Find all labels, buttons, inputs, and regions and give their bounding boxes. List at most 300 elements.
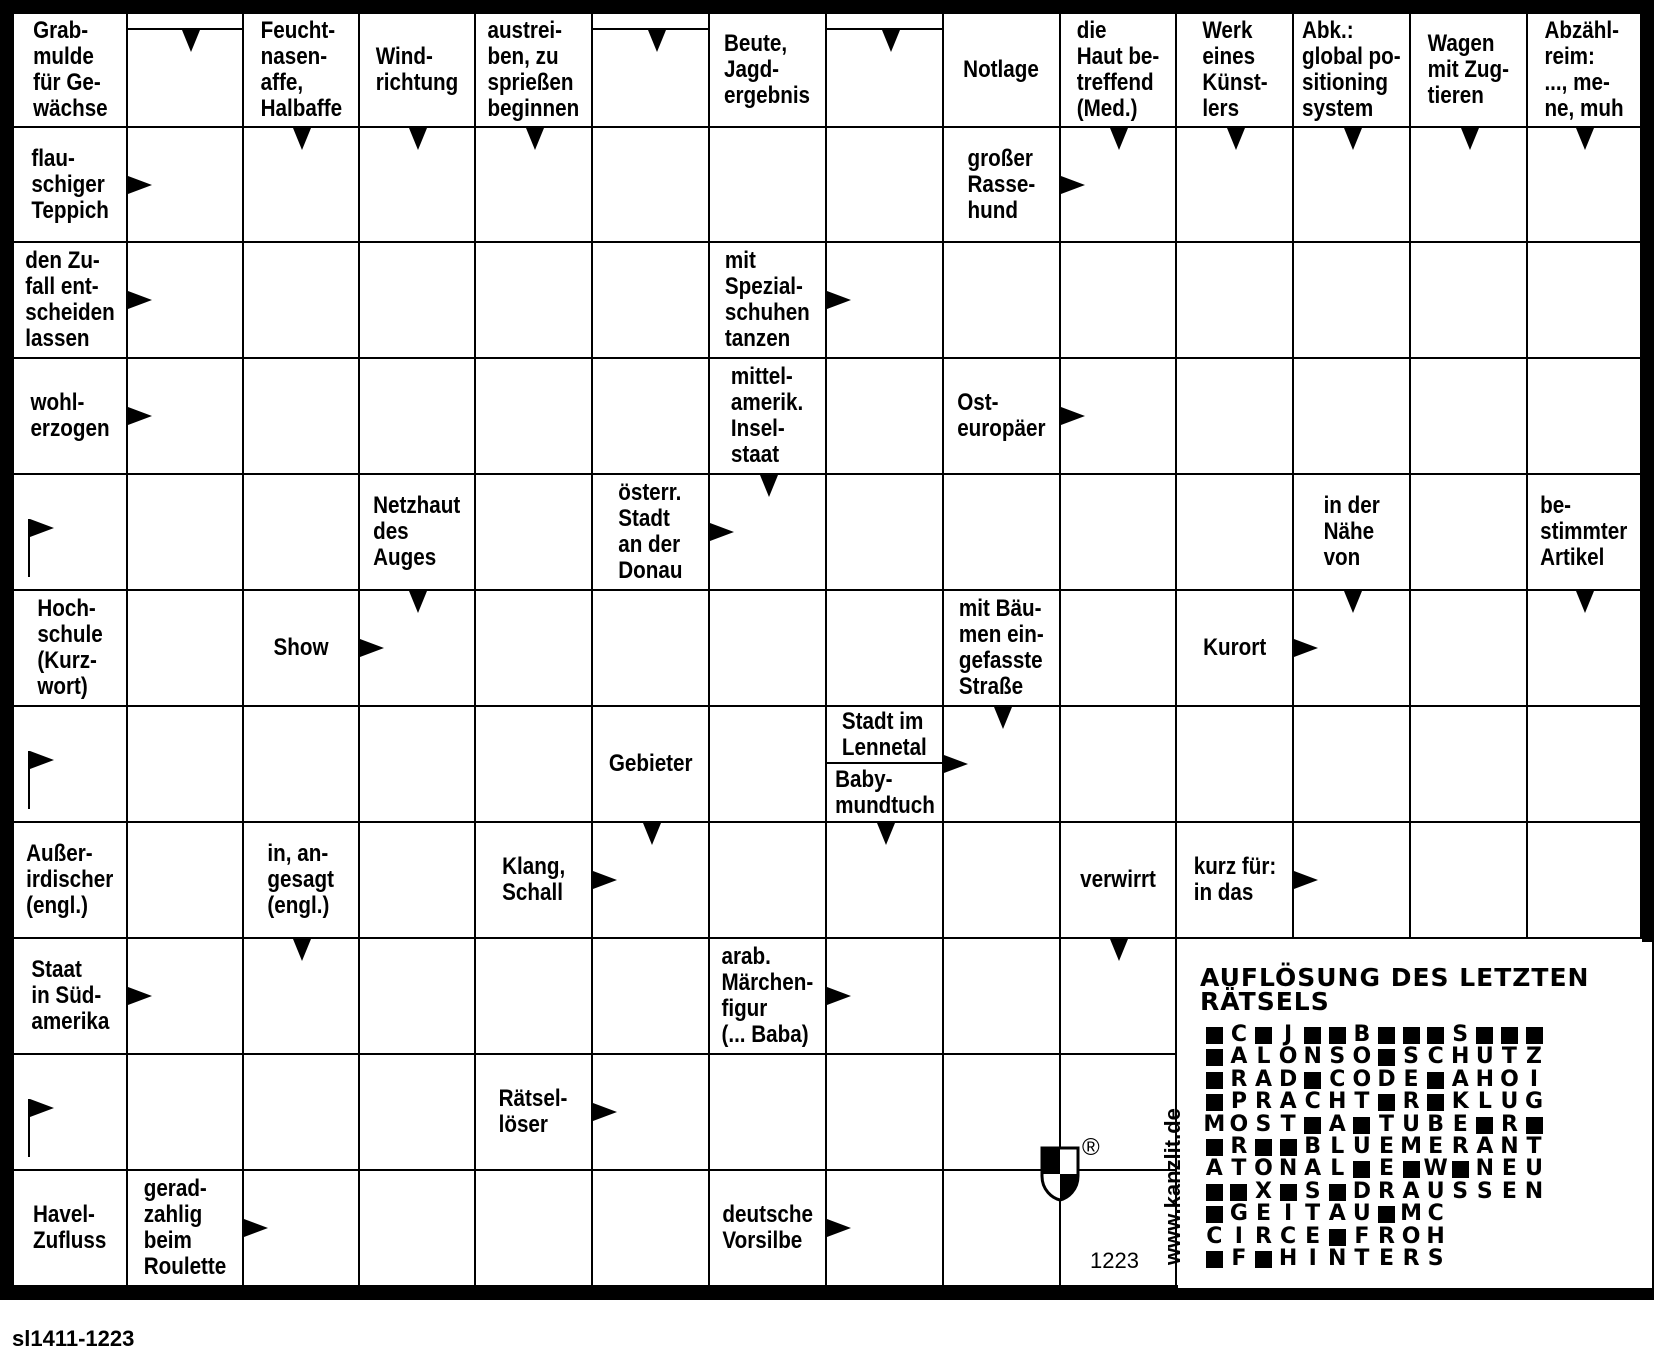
clue-text: den Zu- fall ent- scheiden lassen xyxy=(25,247,115,352)
answer-cell[interactable] xyxy=(827,475,942,589)
solution-letter: O xyxy=(1254,1156,1273,1182)
solution-letter: R xyxy=(1255,1223,1272,1249)
solution-letter: N xyxy=(1328,1245,1347,1271)
arrow-down-icon xyxy=(182,30,200,52)
answer-cell[interactable] xyxy=(944,939,1059,1053)
clue-text: austrei- ben, zu sprießen beginnen xyxy=(487,17,580,122)
solution-block xyxy=(1206,1094,1223,1111)
answer-cell[interactable] xyxy=(944,823,1059,937)
clue-cell xyxy=(244,14,358,126)
clue-text: Kurort xyxy=(1202,634,1267,661)
solution-letter: C xyxy=(1304,1089,1321,1115)
solution-block xyxy=(1206,1251,1223,1268)
clue-cell xyxy=(1177,591,1292,705)
solution-block xyxy=(1230,1184,1247,1201)
solution-letter: J xyxy=(1283,1022,1293,1047)
solution-block xyxy=(1427,1072,1444,1089)
arrow-right-icon xyxy=(1061,407,1085,425)
solution-block xyxy=(1329,1229,1346,1246)
answer-cell[interactable] xyxy=(360,243,474,357)
solution-letter: K xyxy=(1451,1089,1469,1115)
solution-block xyxy=(1526,1027,1543,1044)
clue-cell xyxy=(14,823,126,937)
clue-cell xyxy=(244,591,358,705)
arrow-down-icon xyxy=(877,823,895,845)
flag-arrow-icon xyxy=(28,1099,30,1157)
clue-text: in der Nähe von xyxy=(1323,492,1380,571)
arrow-right-icon xyxy=(710,523,734,541)
solution-block xyxy=(1378,1094,1395,1111)
arrow-down-icon xyxy=(1110,939,1128,961)
solution-letter: O xyxy=(1352,1044,1372,1070)
solution-letter: X xyxy=(1255,1178,1272,1204)
clue-cell xyxy=(710,939,825,1053)
solution-letter: R xyxy=(1402,1245,1420,1271)
answer-cell[interactable] xyxy=(128,475,242,589)
solution-letter: C xyxy=(1427,1044,1444,1070)
solution-letter: B xyxy=(1353,1022,1371,1047)
solution-block xyxy=(1255,1251,1272,1268)
solution-letter: C xyxy=(1206,1223,1223,1249)
arrow-right-icon xyxy=(827,1219,851,1237)
answer-cell[interactable] xyxy=(593,939,708,1053)
solution-letter: C xyxy=(1329,1066,1346,1092)
clue-text: Netzhaut des Auges xyxy=(373,492,461,571)
solution-block xyxy=(1476,1027,1493,1044)
arrow-right-icon xyxy=(128,291,152,309)
solution-letter: T xyxy=(1231,1156,1247,1182)
solution-letter: A xyxy=(1451,1066,1469,1092)
arrow-down-icon xyxy=(293,128,311,150)
answer-cell[interactable] xyxy=(360,707,474,821)
arrow-right-icon xyxy=(593,1103,617,1121)
solution-letter: O xyxy=(1401,1223,1421,1249)
solution-letter: M xyxy=(1400,1133,1422,1159)
clue-text: Werk eines Künst- lers xyxy=(1201,17,1268,122)
solution-letter: A xyxy=(1205,1156,1223,1182)
solution-letter: N xyxy=(1524,1178,1544,1204)
clue-text: verwirrt xyxy=(1080,866,1156,893)
clue-text: gerad- zahlig beim Roulette xyxy=(143,1175,227,1280)
answer-cell[interactable] xyxy=(360,1055,474,1169)
solution-letter: E xyxy=(1255,1201,1271,1227)
arrow-down-icon xyxy=(1576,128,1594,150)
answer-cell[interactable] xyxy=(244,243,358,357)
solution-letter: S xyxy=(1255,1111,1272,1137)
answer-cell[interactable] xyxy=(1177,475,1292,589)
footer-code: sl1411-1223 xyxy=(12,1326,135,1351)
clue-cell xyxy=(14,591,126,705)
solution-row xyxy=(1202,1046,1546,1068)
solution-letter: H xyxy=(1451,1044,1470,1070)
solution-row xyxy=(1202,1178,1546,1204)
solution-row xyxy=(1202,1111,1546,1137)
arrow-right-icon xyxy=(1294,639,1318,657)
arrow-down-icon xyxy=(1110,128,1128,150)
answer-cell[interactable] xyxy=(944,243,1059,357)
clue-text: kurz für: in das xyxy=(1193,853,1276,906)
clue-cell xyxy=(14,243,126,357)
solution-letter: A xyxy=(1402,1178,1420,1204)
clue-cell xyxy=(944,14,1059,126)
arrow-down-icon xyxy=(648,30,666,52)
solution-letter: B xyxy=(1304,1133,1322,1159)
clue-text-bottom: Baby- mundtuch xyxy=(834,765,935,819)
solution-letter: F xyxy=(1231,1245,1247,1271)
solution-block xyxy=(1329,1184,1346,1201)
clue-text: mittel- amerik. Insel- staat xyxy=(731,363,804,468)
answer-cell[interactable] xyxy=(710,1055,825,1169)
solution-letter: I xyxy=(1234,1223,1243,1249)
solution-letter: T xyxy=(1305,1201,1321,1227)
arrow-down-icon xyxy=(1576,591,1594,613)
solution-letter: G xyxy=(1229,1201,1248,1227)
solution-letter: T xyxy=(1280,1111,1296,1137)
answer-cell[interactable] xyxy=(827,359,942,473)
clue-text: Grab- mulde für Ge- wächse xyxy=(32,17,108,122)
solution-block xyxy=(1304,1072,1321,1089)
solution-letter: D xyxy=(1352,1178,1371,1204)
solution-letter: O xyxy=(1229,1111,1249,1137)
solution-block xyxy=(1353,1161,1370,1178)
solution-letter: U xyxy=(1525,1156,1543,1182)
solution-block xyxy=(1353,1117,1370,1134)
answer-cell[interactable] xyxy=(1411,475,1526,589)
solution-letter: S xyxy=(1304,1178,1321,1204)
answer-cell[interactable] xyxy=(1528,823,1640,937)
registered-mark: ® xyxy=(1082,1134,1100,1161)
answer-cell[interactable] xyxy=(1061,243,1175,357)
clue-cell xyxy=(14,14,126,126)
solution-row xyxy=(1202,1091,1546,1113)
clue-text: die Haut be- treffend (Med.) xyxy=(1076,17,1160,122)
answer-cell[interactable] xyxy=(593,243,708,357)
arrow-right-icon xyxy=(128,176,152,194)
solution-letter: R xyxy=(1377,1178,1395,1204)
answer-cell[interactable] xyxy=(1411,707,1526,821)
clue-text: Hoch- schule (Kurz- wort) xyxy=(37,595,103,700)
clue-cell xyxy=(476,1055,591,1169)
arrow-down-icon xyxy=(526,128,544,150)
solution-letter: A xyxy=(1304,1156,1322,1182)
arrow-down-icon xyxy=(409,591,427,613)
solution-block xyxy=(1427,1094,1444,1111)
kanzlit-logo xyxy=(1040,1146,1080,1202)
answer-cell[interactable] xyxy=(1411,243,1526,357)
clue-text: flau- schiger Teppich xyxy=(31,144,109,224)
clue-text: wohl- erzogen xyxy=(30,389,110,442)
solution-letter: I xyxy=(1529,1066,1539,1092)
answer-cell[interactable] xyxy=(827,1055,942,1169)
answer-cell[interactable] xyxy=(1177,359,1292,473)
answer-cell[interactable] xyxy=(476,475,591,589)
solution-block xyxy=(1206,1072,1223,1089)
answer-cell[interactable] xyxy=(244,707,358,821)
answer-cell[interactable] xyxy=(1411,823,1526,937)
clue-text: Ost- europäer xyxy=(957,389,1046,442)
solution-letter: R xyxy=(1230,1066,1248,1092)
solution-letter: U xyxy=(1475,1044,1494,1070)
solution-block xyxy=(1255,1027,1272,1044)
answer-cell[interactable] xyxy=(476,939,591,1053)
clue-cell xyxy=(14,359,126,473)
answer-cell[interactable] xyxy=(128,1055,242,1169)
solution-letter: E xyxy=(1305,1223,1321,1249)
answer-cell[interactable] xyxy=(1411,359,1526,473)
solution-title: AUFLÖSUNG DES LETZTEN RÄTSELS xyxy=(1200,963,1590,1016)
arrow-down-icon xyxy=(643,823,661,845)
clue-text: Show xyxy=(273,634,329,661)
arrow-down-icon xyxy=(293,939,311,961)
solution-letter: S xyxy=(1427,1245,1444,1271)
solution-letter: C xyxy=(1230,1022,1247,1047)
clue-text: Gebieter xyxy=(608,750,693,777)
answer-cell[interactable] xyxy=(710,128,825,241)
clue-cell xyxy=(1294,14,1409,126)
solution-letter: S xyxy=(1476,1178,1493,1204)
solution-letter: U xyxy=(1352,1133,1371,1159)
solution-letter: I xyxy=(1283,1201,1293,1227)
solution-letter: E xyxy=(1378,1245,1394,1271)
answer-cell[interactable] xyxy=(360,1171,474,1285)
solution-block xyxy=(1378,1206,1395,1223)
answer-cell[interactable] xyxy=(1061,591,1175,705)
clue-text: Notlage xyxy=(963,56,1040,83)
solution-block xyxy=(1427,1027,1444,1044)
solution-panel xyxy=(1178,942,1652,1288)
answer-cell[interactable] xyxy=(593,128,708,241)
solution-letter: L xyxy=(1477,1089,1492,1115)
solution-row xyxy=(1202,1223,1546,1249)
clue-cell xyxy=(476,14,591,126)
clue-cell xyxy=(128,1171,242,1285)
solution-letter: Z xyxy=(1526,1044,1542,1070)
arrow-right-icon xyxy=(128,987,152,1005)
solution-letter: N xyxy=(1278,1156,1298,1182)
answer-cell[interactable] xyxy=(360,939,474,1053)
solution-letter: D xyxy=(1278,1066,1298,1092)
clue-cell xyxy=(1528,475,1640,589)
solution-block xyxy=(1378,1027,1395,1044)
solution-letter: R xyxy=(1500,1111,1518,1137)
clue-text: Abk.: global po- sitioning system xyxy=(1302,17,1401,122)
clue-text: Außer- irdischer (engl.) xyxy=(26,840,114,919)
answer-cell[interactable] xyxy=(710,823,825,937)
answer-cell[interactable] xyxy=(128,707,242,821)
clue-cell xyxy=(1411,14,1526,126)
clue-cell xyxy=(14,939,126,1053)
answer-cell[interactable] xyxy=(1411,591,1526,705)
solution-letter: N xyxy=(1303,1044,1322,1070)
solution-letter: S xyxy=(1452,1178,1469,1204)
clue-text: Klang, Schall xyxy=(501,853,566,906)
answer-cell[interactable] xyxy=(944,475,1059,589)
solution-block xyxy=(1206,1206,1223,1223)
answer-cell[interactable] xyxy=(710,591,825,705)
solution-block xyxy=(1206,1049,1223,1066)
clue-cell xyxy=(1294,475,1409,589)
clue-text: Beute, Jagd- ergebnis xyxy=(724,30,811,109)
answer-cell[interactable] xyxy=(1294,707,1409,821)
answer-cell[interactable] xyxy=(1528,243,1640,357)
solution-block xyxy=(1304,1117,1321,1134)
solution-letter: S xyxy=(1403,1044,1419,1070)
solution-letter: G xyxy=(1524,1089,1544,1115)
solution-block xyxy=(1255,1139,1272,1156)
solution-block xyxy=(1304,1027,1321,1044)
answer-cell[interactable] xyxy=(1294,359,1409,473)
answer-cell[interactable] xyxy=(593,591,708,705)
solution-block xyxy=(1403,1027,1420,1044)
solution-letter: U xyxy=(1402,1111,1420,1137)
clue-cell xyxy=(710,1171,825,1285)
clue-text: großer Rasse- hund xyxy=(967,144,1036,224)
solution-letter: H xyxy=(1426,1223,1445,1249)
solution-letter: H xyxy=(1475,1066,1495,1092)
arrow-right-icon xyxy=(827,291,851,309)
answer-cell[interactable] xyxy=(244,359,358,473)
arrow-down-icon xyxy=(1227,128,1245,150)
solution-letter: A xyxy=(1476,1133,1494,1159)
solution-block xyxy=(1378,1049,1395,1066)
solution-row xyxy=(1202,1245,1546,1271)
solution-letter: M xyxy=(1203,1111,1226,1137)
answer-cell[interactable] xyxy=(1177,243,1292,357)
answer-cell[interactable] xyxy=(1528,359,1640,473)
solution-letter: T xyxy=(1378,1111,1394,1137)
arrow-right-icon xyxy=(1061,176,1085,194)
solution-letter: U xyxy=(1352,1201,1371,1227)
solution-letter: O xyxy=(1500,1066,1519,1092)
clue-cell xyxy=(944,591,1059,705)
solution-letter: R xyxy=(1451,1133,1469,1159)
answer-cell[interactable] xyxy=(476,591,591,705)
solution-letter: T xyxy=(1354,1089,1370,1115)
clue-cell xyxy=(1061,14,1175,126)
answer-cell[interactable] xyxy=(476,243,591,357)
answer-cell[interactable] xyxy=(827,591,942,705)
solution-row xyxy=(1202,1024,1546,1046)
arrow-down-icon xyxy=(1461,128,1479,150)
solution-letter: L xyxy=(1330,1156,1345,1182)
clue-cell xyxy=(476,823,591,937)
solution-block xyxy=(1206,1184,1223,1201)
solution-block xyxy=(1526,1117,1543,1134)
answer-cell[interactable] xyxy=(1528,707,1640,821)
clue-cell xyxy=(360,475,474,589)
solution-letter: H xyxy=(1278,1245,1298,1271)
solution-block xyxy=(1501,1027,1518,1044)
solution-block xyxy=(1476,1117,1493,1134)
answer-cell[interactable] xyxy=(593,1171,708,1285)
answer-cell[interactable] xyxy=(476,359,591,473)
solution-letter: R xyxy=(1255,1089,1272,1115)
arrow-right-icon xyxy=(944,755,968,773)
answer-cell[interactable] xyxy=(827,128,942,241)
clue-text: Abzähl- reim: ..., me- ne, muh xyxy=(1544,17,1624,122)
solution-grid xyxy=(1202,1024,1546,1270)
clue-cell xyxy=(14,128,126,241)
solution-letter: W xyxy=(1423,1156,1448,1182)
solution-letter: N xyxy=(1475,1156,1495,1182)
solution-letter: E xyxy=(1403,1066,1419,1092)
clue-text-top: Stadt im Lennetal xyxy=(842,707,927,761)
answer-cell[interactable] xyxy=(128,823,242,937)
clue-cell xyxy=(944,359,1059,473)
answer-cell[interactable] xyxy=(1294,243,1409,357)
answer-cell[interactable] xyxy=(360,359,474,473)
solution-letter: E xyxy=(1501,1178,1517,1204)
solution-letter: S xyxy=(1452,1022,1469,1047)
answer-cell[interactable] xyxy=(128,591,242,705)
clue-text: österr. Stadt an der Donau xyxy=(618,479,683,584)
answer-cell[interactable] xyxy=(1177,707,1292,821)
clue-cell xyxy=(244,823,358,937)
flag-arrow-icon xyxy=(28,519,30,577)
solution-letter: I xyxy=(1308,1245,1317,1271)
answer-cell[interactable] xyxy=(360,823,474,937)
clue-cell xyxy=(14,1171,126,1285)
answer-cell[interactable] xyxy=(244,475,358,589)
arrow-right-icon xyxy=(360,639,384,657)
solution-block xyxy=(1206,1139,1223,1156)
arrow-down-icon xyxy=(1344,591,1362,613)
arrow-right-icon xyxy=(1294,871,1318,889)
clue-text: Feucht- nasen- affe, Halbaffe xyxy=(260,17,342,122)
clue-cell xyxy=(593,475,708,589)
solution-letter: T xyxy=(1501,1044,1517,1070)
answer-cell[interactable] xyxy=(476,707,591,821)
solution-block xyxy=(1206,1027,1223,1044)
clue-text: in, an- gesagt (engl.) xyxy=(267,840,335,919)
arrow-right-icon xyxy=(244,1219,268,1237)
answer-cell[interactable] xyxy=(710,707,825,821)
answer-cell[interactable] xyxy=(1061,475,1175,589)
clue-text: deutsche Vorsilbe xyxy=(722,1201,813,1254)
solution-letter: T xyxy=(1526,1133,1542,1159)
solution-letter: A xyxy=(1328,1111,1346,1137)
solution-letter: A xyxy=(1279,1089,1297,1115)
answer-cell[interactable] xyxy=(244,1055,358,1169)
clue-text: mit Bäu- men ein- gefasste Straße xyxy=(959,595,1044,700)
clue-text: be- stimmter Artikel xyxy=(1540,492,1628,571)
solution-block xyxy=(1329,1027,1346,1044)
clue-text: mit Spezial- schuhen tanzen xyxy=(725,247,810,352)
arrow-right-icon xyxy=(593,871,617,889)
clue-cell xyxy=(710,359,825,473)
answer-cell[interactable] xyxy=(593,359,708,473)
arrow-right-icon xyxy=(827,987,851,1005)
solution-letter: A xyxy=(1254,1066,1272,1092)
solution-letter: N xyxy=(1500,1133,1519,1159)
solution-letter: E xyxy=(1452,1111,1468,1137)
flag-arrow-icon xyxy=(28,751,30,809)
arrow-down-icon xyxy=(1344,128,1362,150)
solution-letter: F xyxy=(1354,1223,1370,1249)
solution-letter: E xyxy=(1378,1133,1394,1159)
solution-letter: P xyxy=(1230,1089,1247,1115)
solution-letter: R xyxy=(1402,1089,1420,1115)
solution-letter: C xyxy=(1280,1223,1297,1249)
answer-cell[interactable] xyxy=(476,1171,591,1285)
solution-letter: D xyxy=(1377,1066,1396,1092)
clue-cell xyxy=(1177,14,1292,126)
answer-cell[interactable] xyxy=(1061,707,1175,821)
solution-letter: E xyxy=(1501,1156,1517,1182)
clue-cell xyxy=(710,243,825,357)
solution-row xyxy=(1202,1133,1546,1159)
solution-letter: L xyxy=(1256,1044,1271,1070)
